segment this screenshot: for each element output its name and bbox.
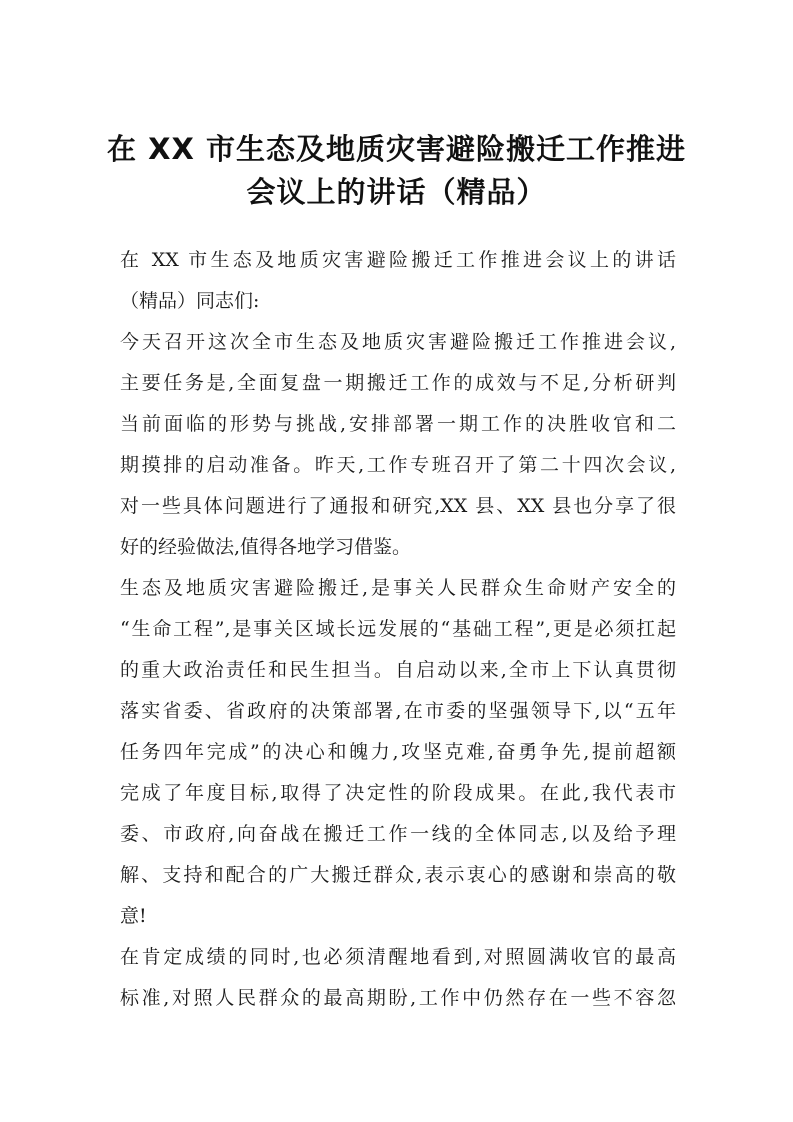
body-line: 完成了年度目标,取得了决定性的阶段成果。在此,我代表市	[120, 782, 676, 804]
body-line: 委、市政府,向奋战在搬迁工作一线的全体同志,以及给予理	[120, 823, 676, 845]
body-line: 解、支持和配合的广大搬迁群众,表示衷心的感谢和崇高的敬	[120, 864, 676, 886]
body-line: 落实省委、省政府的决策部署,在市委的坚强领导下,以“五年	[120, 700, 676, 722]
body-line: 标准,对照人民群众的最高期盼,工作中仍然存在一些不容忽	[120, 987, 676, 1009]
body-line: 的重大政治责任和民生担当。自启动以来,全市上下认真贯彻	[120, 659, 676, 681]
body-line: 意!	[120, 905, 147, 927]
body-line: 在肯定成绩的同时,也必须清醒地看到,对照圆满收官的最高	[120, 946, 676, 968]
body-line: “生命工程”,是事关区域长远发展的“基础工程”,更是必须扛起	[120, 618, 676, 640]
body-line: 主要任务是,全面复盘一期搬迁工作的成效与不足,分析研判	[120, 372, 676, 394]
body-line: 期摸排的启动准备。昨天,工作专班召开了第二十四次会议,	[120, 454, 676, 476]
body-line: 今天召开这次全市生态及地质灾害避险搬迁工作推进会议,	[120, 331, 676, 353]
body-line: 当前面临的形势与挑战,安排部署一期工作的决胜收官和二	[120, 413, 676, 435]
body-line: 好的经验做法,值得各地学习借鉴。	[120, 536, 412, 558]
document-title-line-1: 在 XX 市生态及地质灾害避险搬迁工作推进	[107, 132, 686, 166]
document-title-line-2: 会议上的讲话（精品）	[246, 175, 547, 209]
body-line: 任务四年完成”的决心和魄力,攻坚克难,奋勇争先,提前超额	[120, 741, 676, 763]
document-body	[120, 240, 676, 1019]
body-line: 对一些具体问题进行了通报和研究,XX 县、XX 县也分享了很	[120, 495, 676, 517]
body-line: 在 XX 市生态及地质灾害避险搬迁工作推进会议上的讲话	[120, 249, 676, 271]
body-line: 生态及地质灾害避险搬迁,是事关人民群众生命财产安全的	[120, 577, 676, 599]
body-line: （精品）同志们:	[120, 290, 260, 312]
